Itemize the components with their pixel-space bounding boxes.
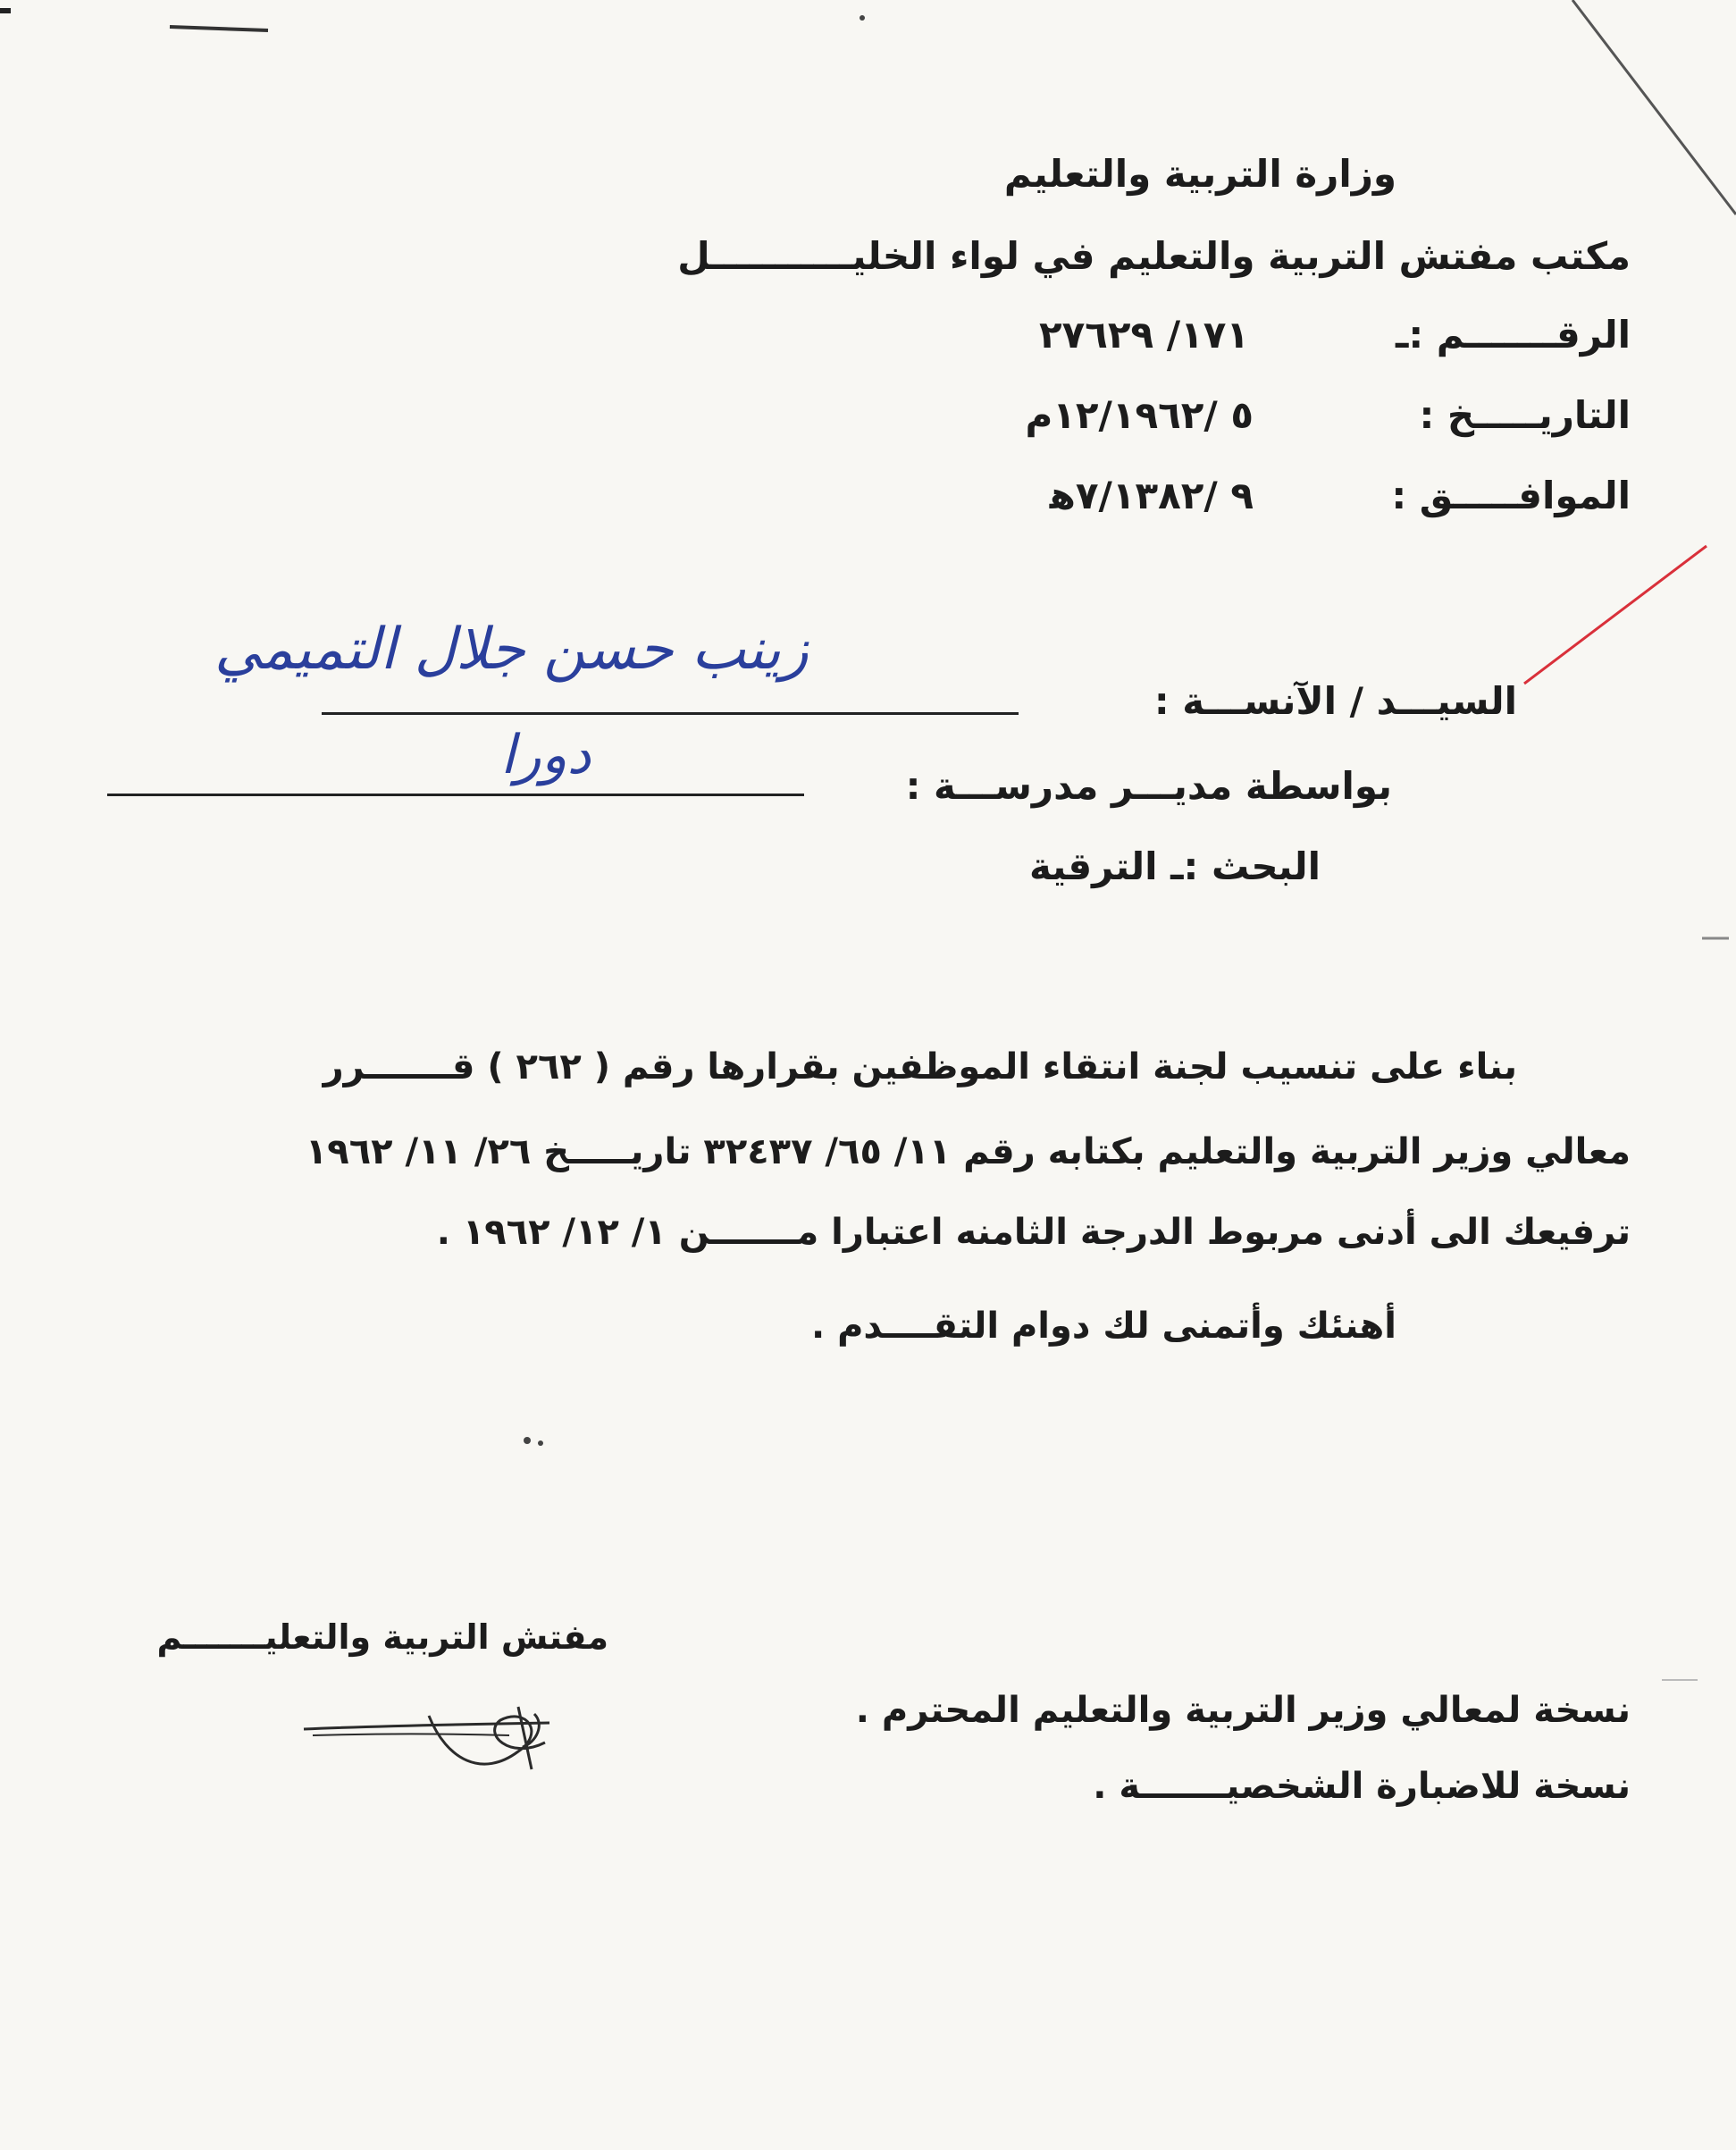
inspector-signature-title: مفتش التربية والتعليـــــــم [156,1617,608,1657]
addressee-name-handwritten: زينب حسن جلال التميمي [214,617,809,683]
ministry-title: وزارة التربية والتعليم [1003,152,1396,196]
hijri-value: ٩ /٧/١٣٨٢ﻫ [1049,474,1254,517]
date-value: ٥ /١٢/١٩٦٢م [1025,393,1254,437]
body-line-2: معالي وزير التربية والتعليم بكتابه رقم ١١/ ٦٥/ ٣٢٤٣٧ تاريـــــخ ٢٦/ ١١/ ١٩٦٢ [305,1131,1631,1172]
via-underline [107,794,804,796]
body-line-1: بناء على تنسيب لجنة انتقاء الموظفين بقرارها رقم ( ٢٦٢ ) قـــــــرر [323,1046,1517,1088]
handwritten-signature [295,1680,563,1787]
red-pen-mark [1519,541,1715,701]
copy-personal-file: نسخة للاضبارة الشخصيـــــــة . [1093,1766,1631,1807]
school-name-handwritten: دورا [500,724,591,786]
via-label: بواسطة مديـــر مدرســـة : [905,764,1392,808]
copy-minister: نسخة لمعالي وزير التربية والتعليم المحترم . [855,1690,1631,1731]
closing-line: أهنئك وأتمنى لك دوام التقــــدم . [810,1306,1396,1347]
hijri-label: الموافـــــق : [1391,474,1631,517]
addressee-underline [322,712,1019,715]
reference-label: الرقـــــــم :ـ [1396,313,1631,357]
body-line-3: ترفيعك الى أدنى مربوط الدرجة الثامنه اعتبارا مـــــــن ١/ ١٢/ ١٩٦٢ . [436,1212,1631,1253]
date-label: التاريـــــخ : [1419,393,1631,437]
subject-line: البحث :ـ الترقية [1029,844,1321,888]
reference-value: ١٧١/ ٢٧٦٢٩ [1038,313,1249,357]
office-title: مكتب مفتش التربية والتعليم في لواء الخليـــــــــــل [677,234,1631,278]
addressee-label: السيـــد / الآنســـة : [1153,679,1517,723]
